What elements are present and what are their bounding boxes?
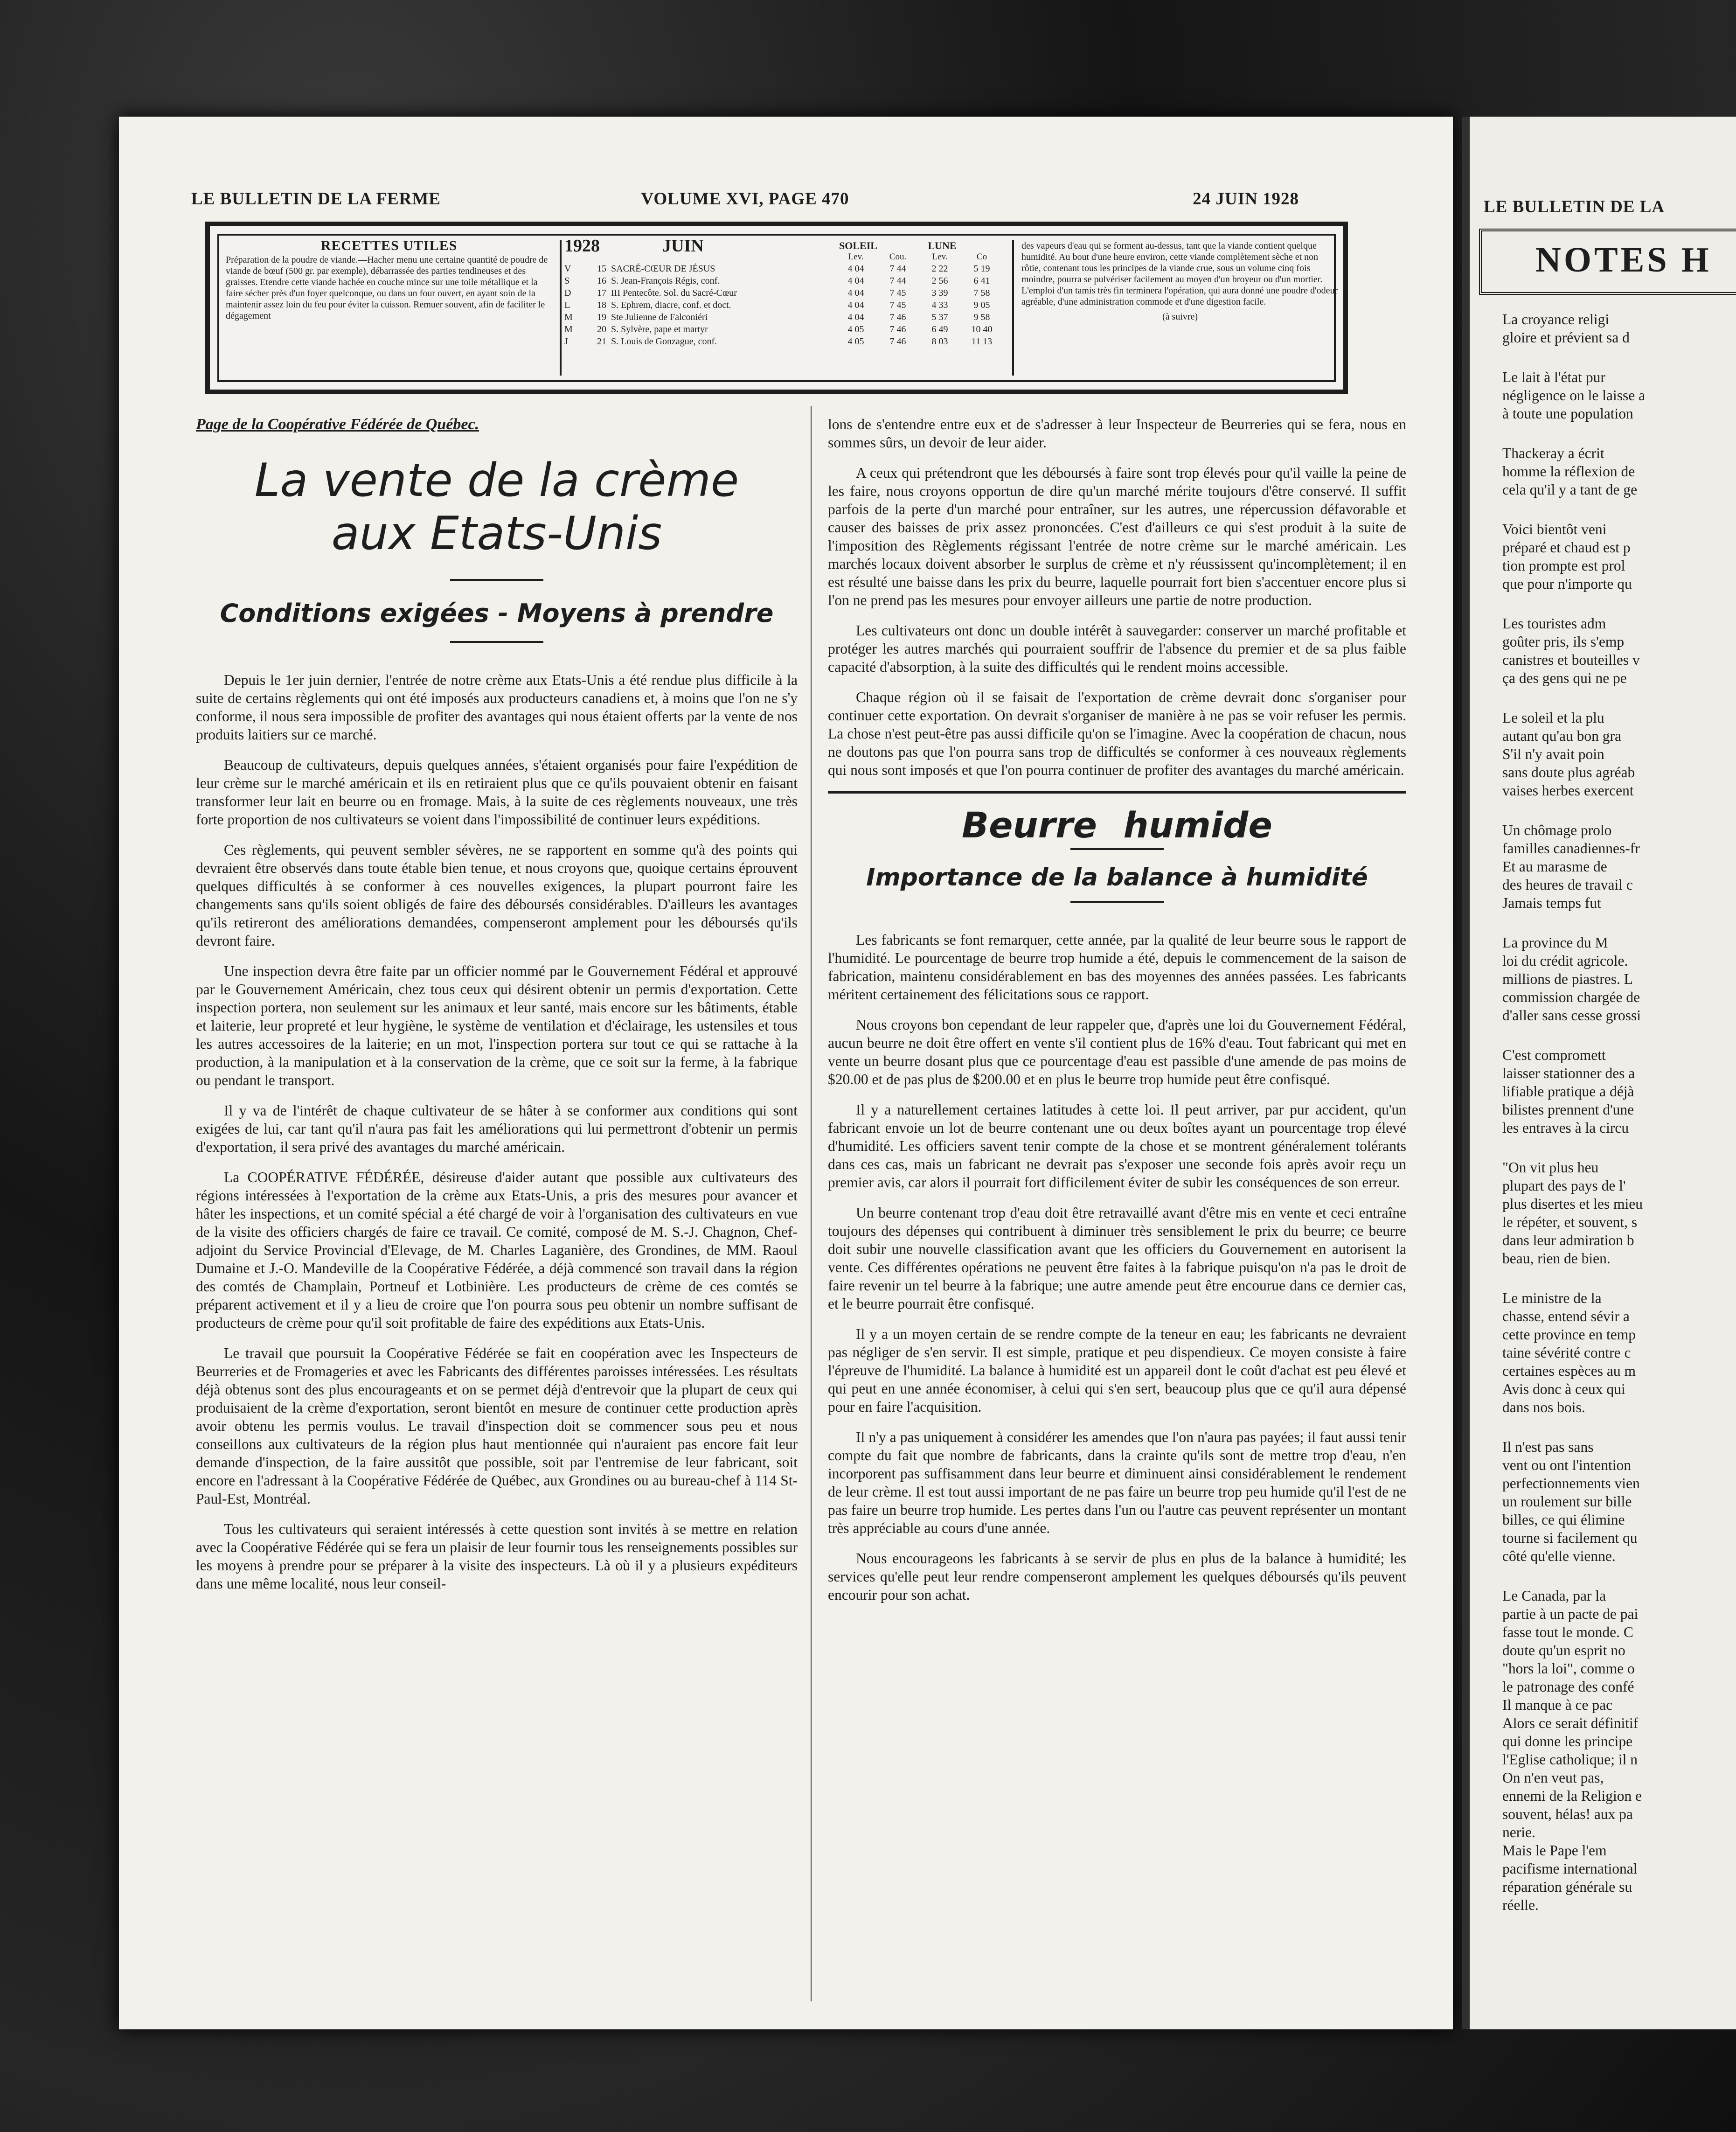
calendar-cell: 7 58 bbox=[973, 288, 990, 298]
note-line: La province du M bbox=[1502, 934, 1608, 951]
note-line: qui donne les principe bbox=[1502, 1733, 1633, 1749]
article-body bbox=[196, 671, 798, 1593]
note-line: taine sévérité contre c bbox=[1502, 1345, 1631, 1361]
note-line: les entraves à la circu bbox=[1502, 1120, 1629, 1136]
note-line: Et au marasme de bbox=[1502, 858, 1607, 875]
note-line: vent ou ont l'intention bbox=[1502, 1457, 1632, 1473]
note-paragraph bbox=[1484, 444, 1736, 499]
paragraph: Nous croyons bon cependant de leur rappeler que, d'après une loi du Gouvernement Fédéral, aucun beurre ne doit être offert en vente s'il contient plus de 16% d'eau. Tout fabricant qui met en vente un beurre dosant plus que ce pourcentage d'eau est passible d'une amende de pas moins de $20.00 et de pas plus de $200.00 et en plus le beurre trop humide peut être confisqué. bbox=[828, 1017, 1406, 1087]
calendar-cell: 21 bbox=[597, 336, 606, 347]
note-line: réelle. bbox=[1502, 1897, 1539, 1913]
calendar-cell: III Pentecôte. Sol. du Sacré-Cœur bbox=[611, 288, 737, 298]
note-line: partie à un pacte de pai bbox=[1502, 1606, 1639, 1622]
calendar-cell: 2 22 bbox=[931, 264, 948, 274]
calendar-cell: 18 bbox=[597, 300, 606, 310]
paragraph: Les cultivateurs ont donc un double intérêt à sauvegarder: conserver un marché profitable et protéger les autres marchés qui pourraient souffrir de l'absence du premier et de sa plus faible capacité d'absorption, à la suite des difficultés qui le rendent moins accessible. bbox=[828, 622, 1406, 675]
calendar-cell: 10 40 bbox=[971, 324, 993, 334]
note-line: Thackeray a écrit bbox=[1502, 445, 1604, 461]
recipes-column bbox=[226, 240, 562, 376]
note-line: plus disertes et les mieu bbox=[1502, 1196, 1643, 1212]
note-line: le patronage des confé bbox=[1502, 1679, 1634, 1695]
calendar-row bbox=[564, 275, 1003, 287]
calendar-cell: 4 05 bbox=[847, 324, 864, 334]
calendar-cell: 15 bbox=[597, 264, 606, 274]
calendar-cell: 4 04 bbox=[847, 300, 864, 310]
note-line: pacifisme international bbox=[1502, 1860, 1638, 1877]
note-line: un roulement sur bille bbox=[1502, 1493, 1632, 1510]
calendar-cell: J bbox=[564, 336, 568, 347]
note-line: l'Eglise catholique; il n bbox=[1502, 1751, 1638, 1768]
paragraph: Il y a un moyen certain de se rendre compte de la teneur en eau; les fabricants ne devraient pas négliger de s'en servir. Il est simple, pratique et peu dispendieux. Ce moyen consiste à faire l'épreuve de l'humidité. La balance à humidité est un appareil dont le coût d'achat est peu élevé et qui peut en une année économiser, à celui qui s'en sert, beaucoup plus que ce qu'il aura dépensé pour en faire l'acquisition. bbox=[828, 1326, 1406, 1415]
calendar-year: 1928 bbox=[564, 236, 600, 256]
article-subtitle: Conditions exigées - Moyens à prendre bbox=[220, 599, 774, 628]
note-paragraph bbox=[1484, 709, 1736, 800]
calendar-row bbox=[564, 323, 1003, 335]
paragraph: La COOPÉRATIVE FÉDÉRÉE, désireuse d'aider autant que possible aux cultivateurs des régions intéressées à l'exportation de la crème aux Etats-Unis, a pris des mesures pour avancer et hâter les inspections, et un comité spécial a été chargé de voir à l'organisation des cultivateurs en vue de la visite des officiers chargés de faire ce travail. Ce comité, composé de M. S.-J. Chagnon, Chef-adjoint du Service Provincial d'Elevage, de M. Charles Laganière, des Grondines, de MM. Raoul Dumaine et J.-O. Mandeville de la Coopérative Fédérée, a déjà commencé son travail dans la région des comtés de Champlain, Portneuf et Lotbinière. Les producteurs de crème de ces comtés se préparent activement et il y a lieu de croire que l'on pourra sous peu obtenir un nombre suffisant de producteurs de crème pour qu'il soit profitable de faire des expéditions aux Etats-Unis. bbox=[196, 1169, 798, 1331]
note-line: chasse, entend sévir a bbox=[1502, 1308, 1630, 1324]
note-line: homme la réflexion de bbox=[1502, 463, 1635, 480]
calendar-cell: 2 56 bbox=[931, 276, 948, 286]
paragraph: Les fabricants se font remarquer, cette année, par la qualité de leur beurre sous le rapport de l'humidité. Le pourcentage de beurre trop humide a été, depuis le commencement de la saison de fabrication, maintenu considérablement en bas des moyennes des années passées. Les fabricants méritent certainement des félicitations sous ce rapport. bbox=[828, 932, 1406, 1003]
note-line: nerie. bbox=[1502, 1824, 1535, 1840]
note-line: tion prompte est prol bbox=[1502, 557, 1625, 574]
notes-title-box bbox=[1479, 229, 1736, 295]
calendar-cell: 9 05 bbox=[973, 300, 990, 310]
calendar-cell: 4 04 bbox=[847, 276, 864, 286]
note-line: beau, rien de bien. bbox=[1502, 1250, 1611, 1267]
calendar-sub-labels bbox=[835, 251, 1003, 263]
note-line: des heures de travail c bbox=[1502, 877, 1633, 893]
note-line: cela qu'il y a tant de ge bbox=[1502, 481, 1638, 498]
note-line: à toute une population bbox=[1502, 405, 1633, 422]
note-line: laisser stationner des a bbox=[1502, 1065, 1635, 1081]
right-column bbox=[828, 415, 1406, 1616]
calendar-row bbox=[564, 299, 1003, 311]
calendar-cell: SACRÉ-CŒUR DE JÉSUS bbox=[611, 264, 715, 274]
note-line: ça des gens qui ne pe bbox=[1502, 670, 1627, 686]
note-line: Jamais temps fut bbox=[1502, 895, 1601, 911]
calendar-rows bbox=[564, 263, 1003, 348]
article-title-butter: Beurre humide bbox=[962, 804, 1272, 846]
calendar-header bbox=[564, 236, 1003, 256]
paragraph: Depuis le 1er juin dernier, l'entrée de notre crème aux Etats-Unis a été rendue plus difficile à la suite de certains règlements qui ont été imposés aux producteurs canadiens et, à moins que l'on ne s'y conforme, il nous sera impossible de profiter des avantages qui nous étaient offerts par la vente de nos produits laitiers sur ce marché. bbox=[196, 672, 798, 743]
sub-label: Lev. bbox=[932, 252, 948, 262]
subtitle-rule bbox=[1070, 901, 1164, 903]
paragraph: Nous encourageons les fabricants à se servir de plus en plus de la balance à humidité; les services qu'elle peut leur rendre compenseront amplement les quelques déboursés qu'ils peuvent encourir pour son achat. bbox=[828, 1550, 1406, 1603]
note-line: autant qu'au bon gra bbox=[1502, 728, 1621, 744]
note-line: "On vit plus heu bbox=[1502, 1159, 1599, 1176]
note-line: dans nos bois. bbox=[1502, 1399, 1585, 1415]
note-paragraph bbox=[1484, 821, 1736, 912]
calendar-cell: 5 37 bbox=[931, 312, 948, 322]
moon-label: LUNE bbox=[928, 240, 957, 251]
calendar-cell: S. Ephrem, diacre, conf. et doct. bbox=[611, 300, 731, 310]
note-line: préparé et chaud est p bbox=[1502, 539, 1631, 556]
calendar-cell: 11 13 bbox=[971, 336, 993, 347]
title-rule bbox=[1070, 848, 1164, 850]
note-line: Voici bientôt veni bbox=[1502, 521, 1607, 537]
note-line: familles canadiennes-fr bbox=[1502, 840, 1640, 857]
recipes-text: Préparation de la poudre de viande.—Hacher menu une certaine quantité de poudre de viande de bœuf (500 gr. par exemple), débarrassée des parties tendineuses et des graisses. Etendre cette viande hachée en couche mince sur une toile métallique et la faire sécher près d'un foyer quelconque, ou dans un four ouvert, en ayant soin de la maintenir assez loin du feu pour éviter la cuisson. Remuer souvent, afin de faciliter le dégagement bbox=[226, 255, 548, 321]
calendar-cell: S. Jean-François Régis, conf. bbox=[611, 276, 720, 286]
calendar-row bbox=[564, 311, 1003, 323]
note-line: On n'en veut pas, bbox=[1502, 1770, 1604, 1786]
note-line: ennemi de la Religion e bbox=[1502, 1788, 1642, 1804]
note-line: S'il n'y avait poin bbox=[1502, 746, 1604, 762]
calendar-cell: 7 46 bbox=[889, 336, 906, 347]
note-line: Un chômage prolo bbox=[1502, 822, 1612, 838]
note-line: La croyance religi bbox=[1502, 311, 1610, 327]
calendar-cell: 7 46 bbox=[889, 312, 906, 322]
calendar-cell: 4 04 bbox=[847, 288, 864, 298]
paragraph: Il y a naturellement certaines latitudes à cette loi. Il peut arriver, par pur accident, qu'un fabricant envoie un lot de beurre contenant une ou deux boîtes ayant un pourcentage trop élevé d'humidité. Les officiers savent tenir compte de la chose et se montrent généralement tolérants dans ces cas, mais un fabricant ne devrait pas s'exposer une seconde fois après avoir reçu un premier avis, car alors il pourrait fort difficilement éviter de subir les conséquences de son erreur. bbox=[828, 1101, 1406, 1191]
note-line: que pour n'importe qu bbox=[1502, 576, 1632, 592]
page-header bbox=[191, 189, 1299, 217]
calendar-cell: Ste Julienne de Falconiéri bbox=[611, 312, 708, 322]
title-line: aux Etats-Unis bbox=[331, 507, 662, 560]
note-line: côté qu'elle vienne. bbox=[1502, 1548, 1616, 1564]
recipes-title: RECETTES UTILES bbox=[320, 238, 458, 253]
note-line: Le Canada, par la bbox=[1502, 1588, 1606, 1604]
note-line: vaises herbes exercent bbox=[1502, 782, 1634, 799]
paragraph: Chaque région où il se faisait de l'exportation de crème devrait donc s'organiser pour continuer cette exportation. On devrait s'organiser de manière à ne pas se voir refuser les permis. La chose n'est peut-être pas aussi difficile qu'on se l'imagine. Avec la coopération de chacun, nous ne doutons pas que l'on pourra sans trop de difficultés se conformer à ces nouveaux règlements qui nous sont imposés et que l'on pourra continuer de profiter des avantages du marché américain. bbox=[828, 689, 1406, 778]
note-line: Le ministre de la bbox=[1502, 1290, 1602, 1306]
note-line: le répéter, et souvent, s bbox=[1502, 1214, 1638, 1230]
note-line: Il n'est pas sans bbox=[1502, 1439, 1594, 1455]
newspaper-page bbox=[119, 117, 1453, 2029]
sub-label: Co bbox=[976, 252, 987, 262]
calendar-cell: 7 45 bbox=[889, 288, 906, 298]
note-line: commission chargée de bbox=[1502, 989, 1640, 1005]
calendar-cell: 4 05 bbox=[847, 336, 864, 347]
calendar-cell: 6 49 bbox=[931, 324, 948, 334]
calendar-cell: 4 33 bbox=[931, 300, 948, 310]
calendar-cell: 9 58 bbox=[973, 312, 990, 322]
article-continuation bbox=[828, 415, 1406, 779]
recipes-continued-column bbox=[1012, 240, 1339, 376]
article-cream-column bbox=[196, 415, 798, 1605]
to-be-continued: (à suivre) bbox=[1162, 312, 1198, 322]
note-line: Alors ce serait définitif bbox=[1502, 1715, 1639, 1731]
notes-title: NOTES H bbox=[1535, 240, 1712, 279]
page2-header: LE BULLETIN DE LA bbox=[1484, 197, 1665, 216]
note-paragraph bbox=[1484, 1046, 1736, 1137]
note-line: plupart des pays de l' bbox=[1502, 1177, 1626, 1194]
calendar-cell: 5 19 bbox=[973, 264, 990, 274]
note-line: tourne si facilement qu bbox=[1502, 1530, 1638, 1546]
calendar-row bbox=[564, 287, 1003, 299]
header-date: 24 JUIN 1928 bbox=[1193, 189, 1299, 209]
paragraph: Beaucoup de cultivateurs, depuis quelques années, s'étaient organisés pour faire l'expédition de leur crème sur le marché américain et ils en retiraient plus que ce qu'ils pouvaient obtenir en faisant transformer leur lait en beurre ou en fromage. Mais, à la suite de ces règlements nouveaux, une très forte proportion de nos cultivateurs se voient dans l'impossibilité de continuer leurs expéditions. bbox=[196, 757, 798, 828]
note-line: dans leur admiration b bbox=[1502, 1232, 1634, 1248]
calendar-cell: S. Louis de Gonzague, conf. bbox=[611, 336, 717, 347]
calendar-cell: S. Sylvère, pape et martyr bbox=[611, 324, 708, 334]
note-paragraph bbox=[1484, 368, 1736, 423]
note-line: loi du crédit agricole. bbox=[1502, 953, 1628, 969]
note-line: Il manque à ce pac bbox=[1502, 1697, 1613, 1713]
note-paragraph bbox=[1484, 1587, 1736, 1914]
note-paragraph bbox=[1484, 1158, 1736, 1268]
calendar-cell: 17 bbox=[597, 288, 606, 298]
calendar-cell: 6 41 bbox=[973, 276, 990, 286]
note-line: canistres et bouteilles v bbox=[1502, 652, 1640, 668]
calendar-box bbox=[205, 222, 1348, 394]
calendar-cell: 19 bbox=[597, 312, 606, 322]
section-separator bbox=[828, 791, 1406, 794]
article-subtitle-butter: Importance de la balance à humidité bbox=[866, 864, 1368, 892]
note-line: bilistes prennent d'une bbox=[1502, 1101, 1634, 1118]
calendar-cell: S bbox=[564, 276, 570, 286]
paragraph: Une inspection devra être faite par un officier nommé par le Gouvernement Fédéral et approuvé par le Gouvernement Américain, chez tous ceux qui désirent obtenir un permis d'exportation. Cette inspection portera, non seulement sur les animaux et leur santé, mais encore sur les bâtiments, étable et laiterie, leur propreté et leur hygiène, le système de ventilation et d'éclairage, les ustensiles et tous les autres accessoires de la laiterie; en un mot, l'inspection portera sur tout ce qui se rattache à la production, à la manipulation et à la conservation de la crème, que ce soit sur la ferme, à la fabrique ou pendant le transport. bbox=[196, 963, 798, 1088]
paragraph: A ceux qui prétendront que les déboursés à faire sont trop élevés pour qu'il vaille la peine de les faire, nous croyons opportun de dire qu'un marché mérite toujours d'être conservé. Il suffit parfois de la perte d'un marché pour entraîner, sur les autres, une répercussion défavorable et causer des baisses de prix assez prononcées. C'est d'ailleurs ce qui s'est produit à la suite de l'imposition des Règlements régissant l'entrée de notre crème sur le marché américain. Les marchés locaux doivent absorber le surplus de crème et n'y réussissent qu'incomplètement; il en est résulté une baisse dans les prix du beurre, laquelle pourrait fort bien s'accentuer encore plus si l'on ne prend pas les mesures pour envoyer ailleurs une partie de notre production. bbox=[828, 465, 1406, 608]
note-line: souvent, hélas! aux pa bbox=[1502, 1806, 1633, 1822]
note-line: lifiable pratique a déjà bbox=[1502, 1083, 1634, 1100]
calendar-cell: 7 44 bbox=[889, 276, 906, 286]
sub-label: Lev. bbox=[848, 252, 864, 262]
article-title bbox=[196, 454, 798, 560]
note-line: d'aller sans cesse grossi bbox=[1502, 1007, 1641, 1024]
paragraph: Tous les cultivateurs qui seraient intéressés à cette question sont invités à se mettre en relation avec la Coopérative Fédérée qui se fera un plaisir de leur fournir tous les renseignements possibles sur les moyens à prendre pour se préparer à la visite des inspecteurs. Là où il y a plusieurs expéditeurs dans une même localité, nous leur conseil- bbox=[196, 1521, 798, 1592]
note-line: Les touristes adm bbox=[1502, 615, 1606, 632]
note-line: "hors la loi", comme o bbox=[1502, 1660, 1635, 1677]
note-paragraph bbox=[1484, 1289, 1736, 1416]
note-paragraph bbox=[1484, 614, 1736, 687]
note-line: certaines espèces au m bbox=[1502, 1363, 1636, 1379]
paragraph: Le travail que poursuit la Coopérative Fédérée se fait en coopération avec les Inspecteurs de Beurreries et de Fromageries et avec les Fabricants des différentes paroisses intéressées. Les résultats déjà obtenus sont des plus encourageants et on se permet déjà d'entrevoir que la plupart de ceux qui produisaient de la crème d'exportation, seront bientôt en mesure de continuer cette production après avoir obtenu les permis voulus. Le travail d'inspection doit se commencer sous peu et nous conseillons aux cultivateurs de la région plus haut mentionnée qui n'auraient pas encore fait leur demande d'inspection, de la faire aussitôt que possible, soit par l'entremise de leur fabricant, soit encore en l'adressant à la Coopérative Fédérée de Québec, aux Grondines ou au bureau-chef à 114 St-Paul-Est, Montréal. bbox=[196, 1345, 798, 1507]
note-line: millions de piastres. L bbox=[1502, 971, 1633, 987]
note-line: gloire et prévient sa d bbox=[1502, 329, 1630, 346]
paragraph: Il n'y a pas uniquement à considérer les amendes que l'on n'aura pas payées; il faut aussi tenir compte du fait que nombre de fabricants, dans la crainte qu'ils sont de mettre trop d'eau, n'en incorporent pas suffisamment dans leur beurre et diminuent ainsi considérablement le rendement de leur crème. Il est tout aussi important de ne pas faire un beurre trop peu humide qu'il l'est de ne pas faire un beurre trop humide. Les pertes dans l'un ou l'autre cas peuvent représenter un montant très appréciable au cours d'une année. bbox=[828, 1429, 1406, 1536]
note-line: goûter pris, ils s'emp bbox=[1502, 634, 1625, 650]
calendar-cell: D bbox=[564, 288, 571, 298]
note-line: C'est compromett bbox=[1502, 1047, 1606, 1063]
note-line: Le soleil et la plu bbox=[1502, 710, 1604, 726]
column-divider bbox=[811, 406, 812, 2001]
header-publication: LE BULLETIN DE LA FERME bbox=[191, 189, 441, 209]
note-paragraph bbox=[1484, 1438, 1736, 1565]
title-rule bbox=[450, 579, 543, 581]
calendar-row bbox=[564, 263, 1003, 275]
note-line: Le lait à l'état pur bbox=[1502, 369, 1605, 385]
subtitle-rule bbox=[450, 641, 543, 643]
calendar-cell: 8 03 bbox=[931, 336, 948, 347]
sub-label: Cou. bbox=[889, 252, 907, 262]
calendar-cell: 4 04 bbox=[847, 312, 864, 322]
calendar-cell: 3 39 bbox=[931, 288, 948, 298]
calendar-cell: M bbox=[564, 312, 573, 322]
paragraph: Un beurre contenant trop d'eau doit être retravaillé avant d'être mis en vente et ceci entraîne toujours des dépenses qui contribuent à diminuer très sensiblement le prix du beurre; ce beurre doit subir une nouvelle classification avant que les officiers du Gouvernement en autorisent la vente. Ces différentes opérations ne peuvent être faites à la fabrique puisqu'on n'a pas le droit de faire revenir un tel beurre à la fabrique; une autre amende peut être encourue dans ce dernier cas, et le beurre pourrait être confisqué. bbox=[828, 1205, 1406, 1312]
note-line: billes, ce qui élimine bbox=[1502, 1512, 1625, 1528]
note-line: réparation générale su bbox=[1502, 1879, 1632, 1895]
calendar-cell: V bbox=[564, 264, 571, 274]
calendar-month: JUIN bbox=[662, 236, 704, 256]
note-line: Mais le Pape l'em bbox=[1502, 1842, 1607, 1859]
recipes-continued-text: des vapeurs d'eau qui se forment au-dessus, tant que la viande contient quelque humidité. Au bout d'une heure environ, cette viande complètement sèche et non rôtie, contenant tous les principes de la viande crue, sous un volume cinq fois moindre, pourra se pulvériser facilement au moyen d'un broyeur ou d'un mortier. L'emploi d'un tamis très fin terminera l'opération, qui aura donné une poudre d'odeur agréable, d'une administration commode et d'une digestion facile. bbox=[1021, 241, 1338, 307]
calendar-cell: 7 45 bbox=[889, 300, 906, 310]
calendar-cell: 7 46 bbox=[889, 324, 906, 334]
title-line: La vente de la crème bbox=[254, 454, 739, 507]
sun-label: SOLEIL bbox=[839, 240, 877, 251]
calendar-cell: L bbox=[564, 300, 570, 310]
note-paragraph bbox=[1484, 934, 1736, 1024]
note-line: fasse tout le monde. C bbox=[1502, 1624, 1633, 1640]
header-volume: VOLUME XVI, PAGE 470 bbox=[641, 189, 849, 209]
calendar-cell: 7 44 bbox=[889, 264, 906, 274]
paragraph: lons de s'entendre entre eux et de s'adresser à leur Inspecteur de Beurreries qui se fera, nous en sommes sûrs, un devoir de leur aider. bbox=[828, 416, 1406, 451]
calendar-inner-border bbox=[217, 234, 1336, 382]
paragraph: Il y va de l'intérêt de chaque cultivateur de se hâter à se conformer aux conditions qui sont exigées de lui, car tant qu'il n'aura pas fait les améliorations qui lui permettront d'obtenir un permis d'exportation, il sera privé des avantages du marché américain. bbox=[196, 1102, 798, 1155]
note-line: cette province en temp bbox=[1502, 1326, 1636, 1343]
calendar-table bbox=[564, 236, 1003, 376]
notes-text bbox=[1484, 310, 1736, 1936]
calendar-cell: M bbox=[564, 324, 573, 334]
calendar-row bbox=[564, 335, 1003, 348]
calendar-cell: 16 bbox=[597, 276, 606, 286]
note-paragraph bbox=[1484, 520, 1736, 593]
note-line: perfectionnements vien bbox=[1502, 1475, 1640, 1491]
adjacent-page bbox=[1462, 117, 1736, 2029]
note-line: sans doute plus agréab bbox=[1502, 764, 1635, 780]
note-paragraph bbox=[1484, 310, 1736, 347]
note-line: doute qu'un esprit no bbox=[1502, 1642, 1625, 1658]
section-kicker: Page de la Coopérative Fédérée de Québec. bbox=[196, 416, 479, 433]
paragraph: Ces règlements, qui peuvent sembler sévères, ne se rapportent en somme qu'à des points qui devraient être observés dans toute étable bien tenue, et nous croyons que, quoique certains éprouvent quelques difficultés à se conformer à ces nouvelles exigences, la plupart pourront faire les changements sans qu'ils soient obligés de faire des déboursés considérables. D'ailleurs les avantages qu'ils retireront des améliorations demandées, compenseront amplement pour les déboursés qu'ils devront faire. bbox=[196, 842, 798, 949]
article-body-butter bbox=[828, 931, 1406, 1604]
calendar-cell: 20 bbox=[597, 324, 606, 334]
note-line: négligence on le laisse a bbox=[1502, 387, 1646, 404]
calendar-cell: 4 04 bbox=[847, 264, 864, 274]
note-line: Avis donc à ceux qui bbox=[1502, 1381, 1625, 1397]
